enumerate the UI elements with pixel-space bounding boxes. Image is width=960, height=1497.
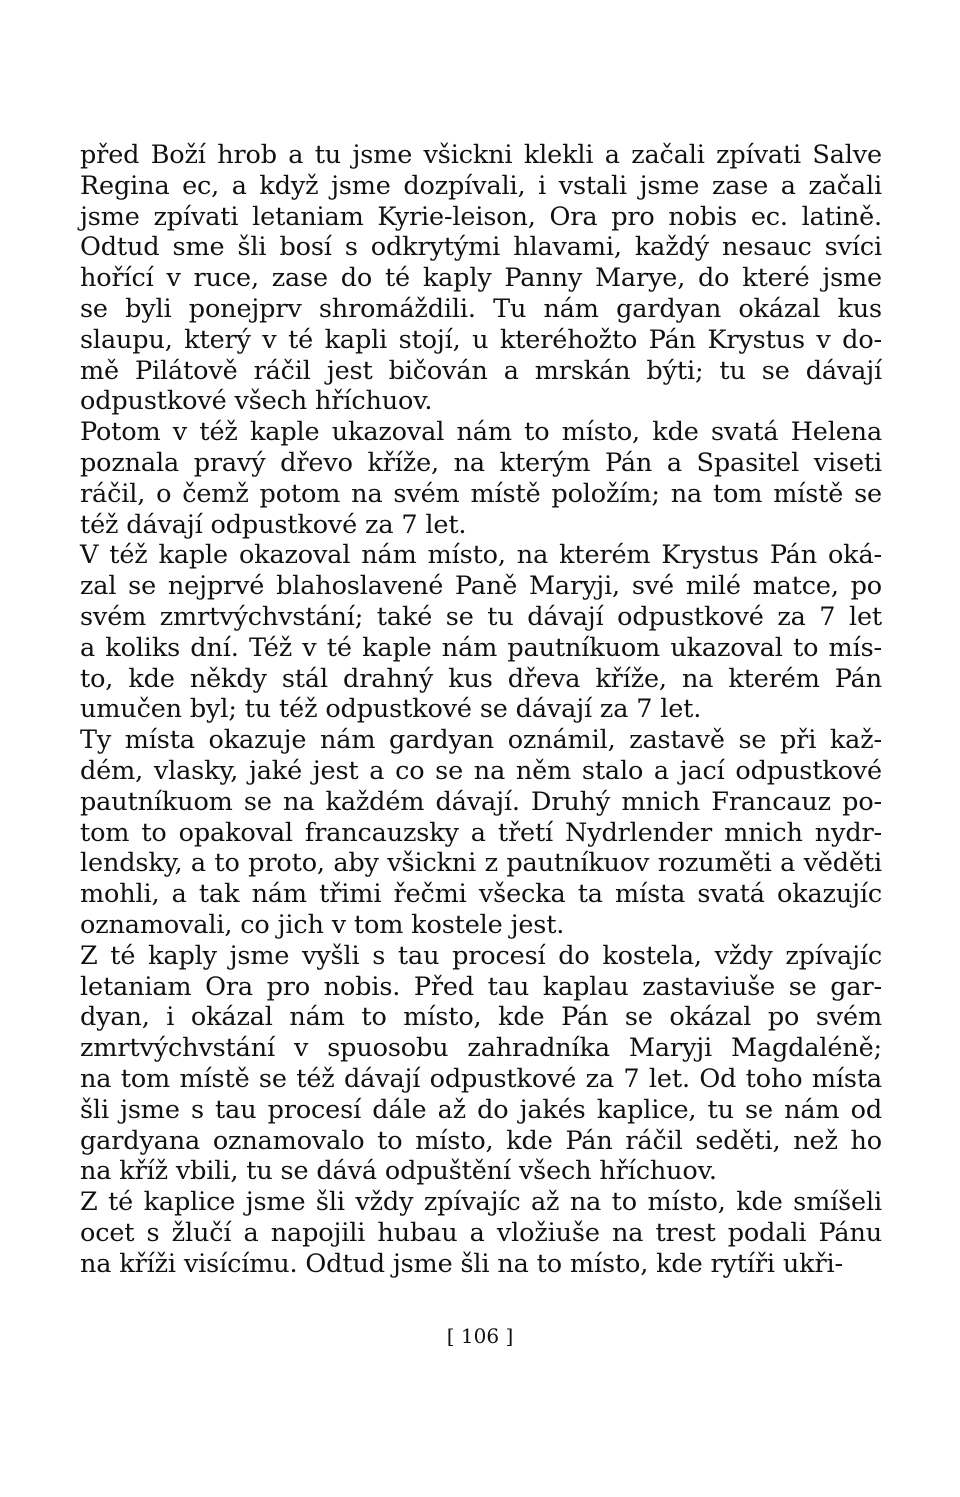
text-line: a koliks dní. Též v té kaple nám pautníkuom ukazoval to mís- [80,632,882,663]
paragraph [80,941,882,1187]
text-line: mě Pilátově ráčil jest bičován a mrskán býti; tu se dávají [80,355,882,386]
text-line: jsme zpívati letaniam Kyrie-leison, Ora pro nobis ec. latině. [80,201,882,232]
text-line: ráčil, o čemž potom na svém místě položím; na tom místě se [80,478,882,509]
text-line: Ty místa okazuje nám gardyan oznámil, zastavě se při kaž- [80,725,882,756]
text-line: se byli ponejprv shromáždili. Tu nám gardyan okázal kus [80,293,882,324]
text-line: pautníkuom se na každém dávají. Druhý mnich Francauz po- [80,786,882,817]
text-line: na tom místě se též dávají odpustkové za 7 let. Od toho místa [80,1063,882,1094]
text-line: poznala pravý dřevo kříže, na kterým Pán a Spasitel viseti [80,447,882,478]
text-line: Z té kaply jsme vyšli s tau procesí do kostela, vždy zpívajíc [80,940,882,971]
text-line: Regina ec, a když jsme dozpívali, i vstali jsme zase a začali [80,170,882,201]
paragraph [80,725,882,941]
paragraph [80,540,882,725]
text-line: před Boží hrob a tu jsme všickni klekli a začali zpívati Salve [80,140,882,170]
text-line: dyan, i okázal nám to místo, kde Pán se okázal po svém [80,1002,882,1033]
text-line: mohli, a tak nám třimi řečmi všecka ta místa svatá okazujíc [80,879,882,910]
text-line: dém, vlasky, jaké jest a co se na něm stalo a jací odpustkové [80,755,882,786]
page-number: [ 106 ] [446,1324,514,1348]
text-line: zal se nejprvé blahoslavené Paně Maryji, své milé matce, po [80,571,882,602]
page-text [80,140,882,1279]
text-line: šli jsme s tau procesí dále až do jakés kaplice, tu se nám od [80,1094,882,1125]
text-line: umučen byl; tu též odpustkové se dávají za 7 let. [80,694,702,725]
text-line: Odtud sme šli bosí s odkrytými hlavami, každý nesauc svíci [80,232,882,263]
paragraph [80,140,882,417]
text-line: lendsky, a to proto, aby všickni z pautníkuov rozuměti a věděti [80,848,882,879]
text-line: tom to opakoval francauzsky a třetí Nydrlender mnich nydr- [80,817,882,848]
text-line: na kříži visícímu. Odtud jsme šli na to místo, kde rytíři ukři- [80,1248,843,1279]
text-line: na kříž vbili, tu se dává odpuštění všech hříchuov. [80,1156,717,1187]
text-line: to, kde někdy stál drahný kus dřeva kříže, na kterém Pán [80,663,882,694]
text-line: gardyana oznamovalo to místo, kde Pán ráčil seděti, než ho [80,1125,882,1156]
text-line: zmrtvýchvstání v spuosobu zahradníka Maryji Magdaléně; [80,1033,882,1064]
text-line: odpustkové všech hříchuov. [80,386,433,417]
paragraph [80,417,882,540]
text-line: Potom v též kaple ukazoval nám to místo, kde svatá Helena [80,417,882,448]
text-line: V též kaple okazoval nám místo, na kterém Krystus Pán oká- [80,540,882,571]
text-line: též dávají odpustkové za 7 let. [80,509,467,540]
text-line: oznamovali, co jich v tom kostele jest. [80,909,565,940]
paragraph [80,1187,882,1279]
text-line: svém zmrtvýchvstání; také se tu dávají odpustkové za 7 let [80,601,882,632]
text-line: ocet s žlučí a napojili hubau a vložiuše na trest podali Pánu [80,1217,882,1248]
text-line: hořící v ruce, zase do té kaply Panny Marye, do které jsme [80,263,882,294]
text-line: letaniam Ora pro nobis. Před tau kaplau zastaviuše se gar- [80,971,882,1002]
text-line: Z té kaplice jsme šli vždy zpívajíc až na to místo, kde smíšeli [80,1187,882,1218]
text-line: slaupu, který v té kapli stojí, u kteréhožto Pán Krystus v do- [80,324,882,355]
